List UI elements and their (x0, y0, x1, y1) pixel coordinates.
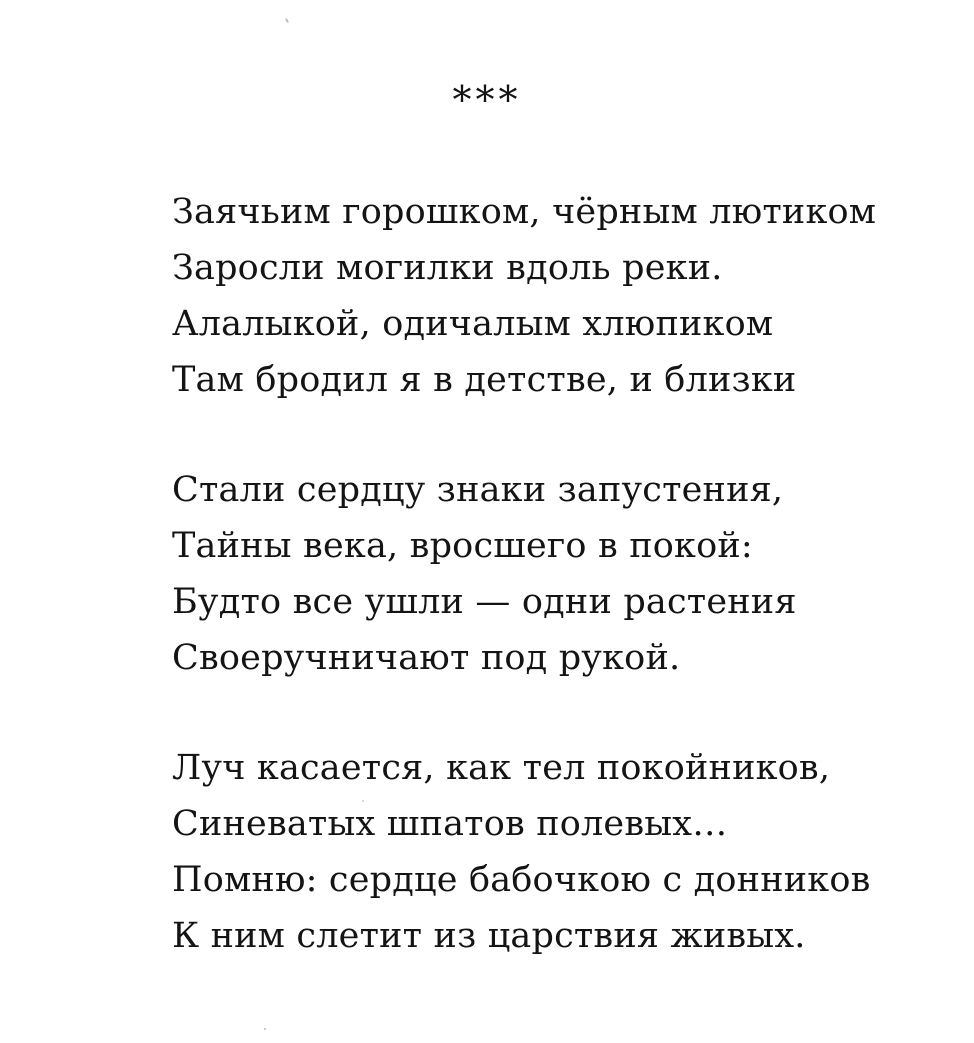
stanza-2 (172, 462, 932, 686)
poem-line: К ним слетит из царствия живых. (172, 916, 806, 956)
poem-body (172, 184, 932, 1018)
poem-line: Заросли могилки вдоль реки. (172, 248, 723, 288)
scan-speck (264, 1028, 266, 1030)
poem-line: Алалыкой, одичалым хлюпиком (172, 304, 774, 344)
poem-line: Там бродил я в детстве, и близки (172, 360, 797, 400)
poem-line: Будто все ушли — одни растения (172, 582, 797, 622)
stanza-3 (172, 740, 932, 964)
title-ornament: *** (452, 78, 522, 122)
poem-line: Луч касается, как тел покойников, (172, 748, 831, 788)
scan-speck (285, 18, 289, 23)
stanza-1 (172, 184, 932, 408)
poem-line: Помню: сердце бабочкою с донников (172, 860, 871, 900)
poem-line: Стали сердцу знаки запустения, (172, 470, 784, 510)
poem-line: Тайны века, вросшего в покой: (172, 526, 753, 566)
poem-line: Своеручничают под рукой. (172, 638, 681, 678)
poem-line: Синеватых шпатов полевых… (172, 804, 728, 844)
poem-line: Заячьим горошком, чёрным лютиком (172, 192, 877, 232)
